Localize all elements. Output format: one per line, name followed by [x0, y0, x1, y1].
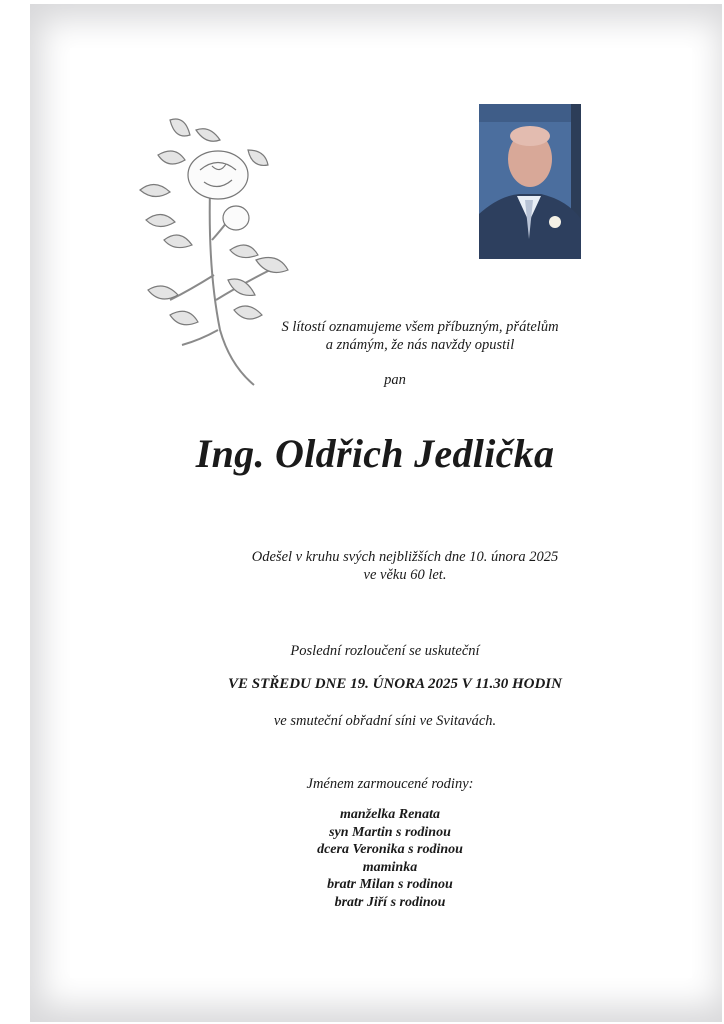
- farewell-text: Poslední rozloučení se uskuteční: [290, 643, 480, 659]
- intro-text: [270, 318, 570, 354]
- family-member: manželka Renata: [340, 807, 440, 822]
- ceremony-datetime: VE STŘEDU DNE 19. ÚNORA 2025 V 11.30 HODIN: [228, 676, 562, 692]
- rose-illustration: [130, 100, 300, 400]
- family-list: [250, 806, 530, 911]
- intro-line-1: S lítostí oznamujeme všem příbuzným, přátelům: [281, 319, 559, 335]
- ceremony-venue: ve smuteční obřadní síni ve Svitavách.: [273, 713, 497, 729]
- intro-line-2: a známým, že nás navždy opustil: [325, 337, 515, 353]
- portrait-photo: [479, 104, 581, 259]
- death-date-line: Odešel v kruhu svých nejbližších dne 10. února 2025: [251, 549, 559, 565]
- family-label: Jménem zarmoucené rodiny:: [306, 776, 474, 792]
- death-info: [200, 548, 610, 584]
- family-member: maminka: [362, 859, 418, 875]
- family-member: bratr Milan s rodinou: [327, 877, 453, 892]
- age-line: ve věku 60 let.: [363, 567, 447, 583]
- honorific: pan: [384, 372, 406, 388]
- family-member: syn Martin s rodinou: [329, 824, 451, 840]
- family-member: bratr Jiří s rodinou: [334, 894, 446, 910]
- deceased-name: Ing. Oldřich Jedlička: [195, 431, 555, 476]
- family-member: dcera Veronika s rodinou: [317, 842, 463, 857]
